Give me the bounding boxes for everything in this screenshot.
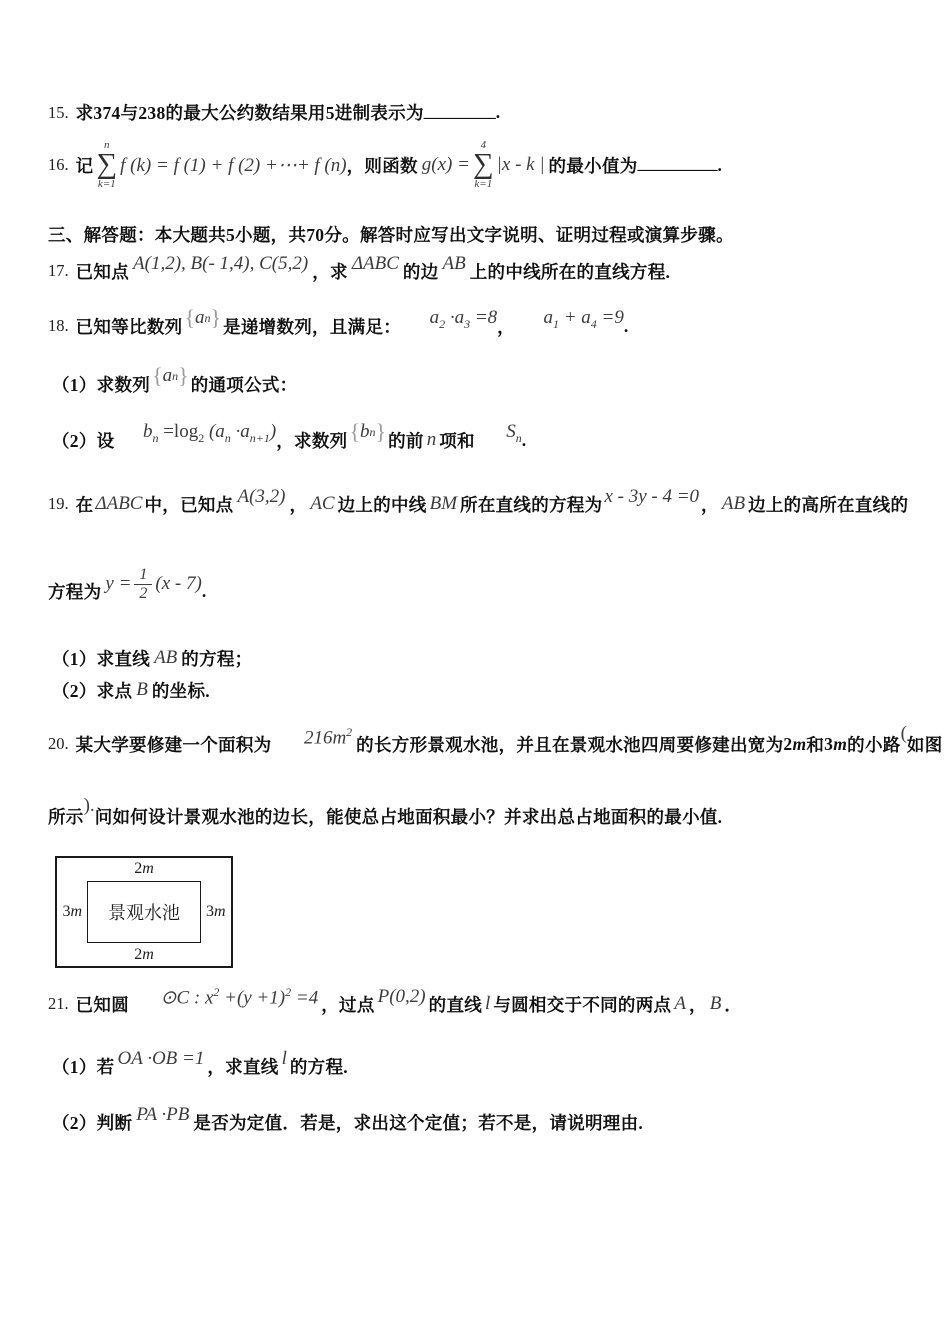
- dim-unit: m: [214, 903, 226, 920]
- problem-17-side-ab: AB: [442, 253, 466, 274]
- problem-20-number: 20.: [48, 734, 69, 753]
- problem-21-q1: [52, 1044, 348, 1088]
- problem-21-number: 21.: [48, 994, 69, 1013]
- exponent-2: 2: [285, 984, 292, 999]
- var-a: a: [454, 306, 465, 328]
- dim-number: 3: [206, 903, 214, 920]
- problem-19-text-1: 在: [75, 494, 94, 515]
- sequence-term: b: [360, 421, 370, 442]
- q2-label: （2）: [52, 680, 97, 701]
- problem-19-line-2: [48, 562, 207, 620]
- width-unit: m: [792, 733, 807, 754]
- var-b: b: [142, 420, 153, 442]
- sequence-an: [152, 363, 189, 389]
- width-2m: [783, 734, 806, 755]
- subscript-2: 2: [439, 316, 446, 331]
- side-ab: AB: [721, 493, 746, 514]
- problem-19-period: .: [201, 580, 207, 601]
- subscript-n-plus-1: n+1: [249, 430, 270, 445]
- sigma-icon: ∑: [96, 148, 118, 181]
- sequence-term-subscript: n: [204, 310, 211, 325]
- var-a: a: [581, 306, 591, 328]
- pool-label: 景观水池: [108, 903, 180, 923]
- problem-20-text-suoshi: 所示: [48, 806, 84, 827]
- problem-18-cond-1: [401, 285, 497, 354]
- problem-17-points: A(1,2), B(- 1,4), C(5,2): [133, 253, 309, 274]
- width-unit: m: [833, 733, 848, 754]
- equals-9: =9: [596, 306, 624, 328]
- problem-20-text-1: 某大学要修建一个面积为: [75, 734, 272, 755]
- fraction-denominator: 2: [139, 584, 148, 602]
- sum-sn: [478, 399, 522, 468]
- problem-17-text-3: 的边: [402, 261, 439, 282]
- problem-16: [48, 134, 722, 196]
- var-S: S: [506, 420, 516, 442]
- problem-19-comma-2: ，: [701, 494, 719, 515]
- q1-comma: ，: [207, 1056, 226, 1077]
- bottom-width-label: [134, 946, 154, 964]
- q2-text-1: 设: [96, 430, 115, 451]
- problem-20-text-5: 如图: [906, 734, 943, 755]
- var-a: a: [215, 420, 225, 442]
- problem-20-text-4: 的小路: [847, 734, 901, 755]
- point-b: B: [709, 993, 722, 1014]
- dim-unit: m: [70, 903, 82, 920]
- pool-inner-rectangle: [87, 881, 201, 943]
- problem-20: [48, 722, 943, 766]
- x-minus-7: (x - 7): [155, 573, 202, 594]
- problem-17-text-2: 求: [330, 261, 348, 282]
- close-paren: ): [269, 420, 277, 442]
- sigma-lower-limit: k=1: [474, 177, 493, 190]
- problem-17-triangle: ΔABC: [351, 253, 399, 274]
- q2-comma: ，: [276, 430, 295, 451]
- problem-19-q1: [52, 645, 252, 671]
- var-n: n: [426, 429, 437, 450]
- width-3m: [824, 734, 847, 755]
- fraction-one-half: [134, 566, 152, 602]
- problem-19-text-4: 所在直线的方程为: [460, 494, 603, 515]
- problem-20-text-question: 问如何设计景观水池的边长，能使总占地面积最小？并求出总占地面积的最小值.: [94, 806, 723, 827]
- q1-label: （1）: [52, 648, 97, 669]
- sigma-lower-limit: k=1: [97, 177, 116, 190]
- q1-text-2: 求直线: [225, 1056, 279, 1077]
- q1-text-1: 若: [96, 1056, 115, 1077]
- dot-operator: ·: [230, 420, 241, 442]
- var-a: a: [543, 306, 553, 328]
- dot-operator: ·: [445, 306, 455, 328]
- problem-15-number: 15.: [48, 102, 69, 122]
- pa-pb-product: PA ·PB: [136, 1104, 190, 1125]
- pool-figure: [55, 856, 233, 968]
- open-paren-raised: (: [900, 723, 907, 744]
- point-a: A: [674, 993, 686, 1014]
- q1-text-3: 的方程.: [289, 1056, 348, 1077]
- right-width-label: [206, 903, 226, 921]
- equals-8: =8: [470, 306, 498, 328]
- problem-19-text-5: 边上的高所在直线的: [748, 494, 909, 515]
- problem-18-comma: ，: [497, 316, 515, 337]
- problem-19-text-2: 中，已知点: [144, 494, 234, 515]
- dim-unit: m: [142, 946, 154, 963]
- top-width-label: [134, 860, 154, 878]
- problem-17-text-1: 已知点: [75, 261, 130, 282]
- y-equals: y =: [105, 573, 132, 594]
- log-base-2: 2: [198, 430, 205, 445]
- sequence-term-subscript: n: [172, 368, 179, 383]
- problem-16-text-mid: 则函数: [364, 155, 418, 176]
- right-brace: }: [375, 419, 387, 444]
- problem-18-cond-2: [515, 285, 624, 354]
- problem-16-abs-term: |x - k |: [496, 154, 545, 175]
- problem-17-number: 17.: [48, 261, 69, 280]
- problem-21-text-4: 与圆相交于不同的两点: [493, 994, 672, 1015]
- sigma-upper-limit: n: [104, 139, 110, 152]
- close-paren-raised: ).: [83, 795, 95, 816]
- problem-18-number: 18.: [48, 316, 69, 335]
- y-plus-1: +(y +1): [219, 987, 286, 1009]
- problem-15-text: 求374与238的最大公约数结果用5进制表示为: [75, 103, 424, 123]
- circle-c-x: ⊙C : x: [160, 987, 214, 1009]
- equals-log: =log: [158, 420, 199, 442]
- section-3-heading-text: 三、解答题：本大题共5小题，共70分。解答时应写出文字说明、证明过程或演算步骤。: [48, 225, 734, 245]
- problem-19-comma-1: ，: [289, 494, 308, 515]
- q2-text-2: 求数列: [294, 430, 348, 451]
- dim-number: 2: [134, 946, 143, 963]
- figure-top-label-row: [57, 859, 231, 879]
- q2-label: （2）: [52, 1112, 97, 1133]
- point-p: P(0,2): [377, 986, 426, 1007]
- altitude-line-equation: [105, 566, 201, 602]
- var-a: a: [429, 306, 440, 328]
- problem-20-text-2: 的长方形景观水池，并且在景观水池四周要修建出宽为: [356, 734, 784, 755]
- q1-text-2: 的方程；: [181, 648, 253, 669]
- problem-18-q2: [52, 416, 526, 464]
- problem-18-text-2: 是递增数列，且满足：: [223, 316, 402, 337]
- right-brace: }: [210, 305, 222, 330]
- section-3-heading: [48, 222, 734, 247]
- dim-unit: m: [142, 860, 154, 877]
- problem-15-period: .: [495, 102, 501, 122]
- q2-text-2: 的坐标.: [151, 680, 210, 701]
- subscript-1: 1: [552, 316, 559, 331]
- sigma-upper-limit: 4: [480, 139, 487, 152]
- problem-21-text-1: 已知圆: [75, 994, 130, 1015]
- problem-16-blank: __________: [637, 156, 718, 173]
- q2-label: （2）: [52, 430, 97, 451]
- problem-16-text-ji: 记: [75, 155, 94, 176]
- q1-label: （1）: [52, 1056, 97, 1077]
- line-l: l: [485, 993, 491, 1014]
- exponent-2: 2: [213, 984, 220, 999]
- sequence-term: a: [162, 365, 173, 386]
- equals-4: =4: [291, 987, 319, 1009]
- q2-text-3: 的前: [388, 430, 424, 451]
- problem-16-gx: g(x) =: [421, 154, 470, 175]
- var-a: a: [240, 420, 250, 442]
- q2-text-4: 项和: [439, 430, 475, 451]
- line-ab: AB: [154, 647, 178, 668]
- width-number: 2: [783, 733, 793, 754]
- q2-text-1: 求点: [96, 680, 133, 701]
- q2-text-2: 是否为定值．若是，求出这个定值；若不是，请说明理由.: [193, 1112, 644, 1133]
- q1-label: （1）: [52, 374, 97, 395]
- sequence-term: a: [195, 307, 205, 328]
- sigma-notation-n: [96, 140, 117, 190]
- point-b: B: [136, 679, 148, 700]
- plus-operator: +: [558, 306, 582, 328]
- problem-20-line-2: [48, 796, 722, 836]
- dim-number: 3: [62, 903, 71, 920]
- dim-number: 2: [134, 860, 143, 877]
- problem-21: [48, 982, 742, 1026]
- subscript-n: n: [152, 430, 159, 445]
- bn-definition: [114, 399, 276, 468]
- problem-16-period: .: [717, 154, 723, 175]
- oa-ob-condition: OA ·OB =1: [117, 1048, 205, 1069]
- area-number: 216m: [303, 727, 347, 749]
- problem-21-text-3: 的直线: [428, 994, 483, 1015]
- problem-19-text-3: 边上的中线: [337, 494, 427, 515]
- square-exponent: 2: [346, 724, 353, 739]
- problem-16-comma: ，: [346, 155, 365, 176]
- figure-middle-row: [57, 879, 231, 945]
- triangle-abc: ΔABC: [95, 493, 143, 514]
- q2-period: .: [521, 429, 527, 450]
- left-brace: {: [349, 419, 361, 444]
- sigma-notation-4: [473, 140, 494, 190]
- sequence-an: [184, 305, 221, 331]
- problem-16-number: 16.: [48, 155, 69, 174]
- problem-17-comma: ，: [312, 261, 331, 282]
- q1-text-1: 求数列: [96, 374, 151, 395]
- problem-15: [48, 100, 500, 125]
- problem-21-text-2: 过点: [339, 994, 375, 1015]
- problem-17-text-4: 上的中线所在的直线方程.: [469, 261, 671, 282]
- problem-19-number: 19.: [48, 494, 69, 513]
- fraction-numerator: 1: [134, 566, 152, 585]
- q1-text-1: 求直线: [96, 648, 151, 669]
- sigma-icon: ∑: [472, 148, 494, 181]
- problem-21-q2: [52, 1100, 643, 1144]
- left-brace: {: [152, 363, 163, 388]
- right-brace: }: [178, 363, 189, 388]
- q1-text-2: 的通项公式：: [190, 374, 298, 395]
- median-line-equation: x - 3y - 4 =0: [604, 486, 700, 507]
- left-width-label: [62, 903, 82, 921]
- subscript-n: n: [515, 430, 522, 445]
- problem-18-text-1: 已知等比数列: [75, 316, 183, 337]
- problem-20-text-3: 和: [806, 734, 825, 755]
- problem-15-blank: _________: [423, 103, 496, 121]
- problem-19-text-eq: 方程为: [48, 581, 102, 602]
- problem-16-formula-1: f (k) = f (1) + f (2) +⋯+ f (n): [120, 154, 347, 176]
- median-bm: BM: [429, 493, 458, 514]
- subscript-4: 4: [590, 316, 597, 331]
- problem-21-comma-1: ，: [321, 994, 340, 1015]
- problem-19-q2: [52, 677, 210, 703]
- problem-21-period: ．: [724, 994, 743, 1015]
- problem-18-period: .: [623, 315, 629, 336]
- subscript-n: n: [224, 430, 231, 445]
- problem-19: [48, 482, 908, 526]
- sequence-term-subscript: n: [369, 424, 376, 439]
- sequence-bn: [349, 419, 386, 445]
- left-brace: {: [184, 305, 195, 330]
- problem-21-comma-2: ，: [688, 994, 707, 1015]
- problem-16-text-end: 的最小值为: [548, 155, 638, 176]
- point-a: A(3,2): [237, 486, 286, 507]
- q2-text-1: 判断: [96, 1112, 133, 1133]
- open-paren: (: [204, 420, 216, 442]
- area-value: [275, 703, 352, 771]
- width-number: 3: [824, 733, 834, 754]
- side-ac: AC: [310, 493, 335, 514]
- subscript-3: 3: [464, 316, 471, 331]
- problem-18: [48, 304, 629, 348]
- line-l: l: [281, 1048, 287, 1069]
- circle-equation: [132, 963, 318, 1031]
